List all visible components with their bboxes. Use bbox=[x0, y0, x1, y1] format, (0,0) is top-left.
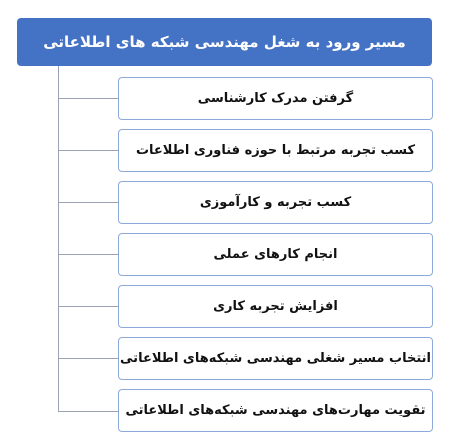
step-box-4: انجام کارهای عملی bbox=[118, 233, 433, 276]
step-box-1: گرفتن مدرک کارشناسی bbox=[118, 77, 433, 120]
connector-branch-4 bbox=[58, 254, 118, 255]
connector-branch-5 bbox=[58, 306, 118, 307]
step-box-7: تقویت مهارت‌های مهندسی شبکه‌های اطلاعاتی bbox=[118, 389, 433, 432]
connector-branch-6 bbox=[58, 358, 118, 359]
diagram-title: مسیر ورود به شغل مهندسی شبکه های اطلاعاتی bbox=[17, 18, 432, 66]
step-box-6: انتخاب مسیر شغلی مهندسی شبکه‌های اطلاعاتی bbox=[118, 337, 433, 380]
connector-trunk bbox=[58, 66, 59, 412]
step-box-3: کسب تجربه و کارآموزی bbox=[118, 181, 433, 224]
step-box-5: افزایش تجربه کاری bbox=[118, 285, 433, 328]
step-box-2: کسب تجربه مرتبط با حوزه فناوری اطلاعات bbox=[118, 129, 433, 172]
connector-branch-7 bbox=[58, 411, 118, 412]
connector-branch-1 bbox=[58, 98, 118, 99]
connector-branch-3 bbox=[58, 202, 118, 203]
connector-branch-2 bbox=[58, 150, 118, 151]
